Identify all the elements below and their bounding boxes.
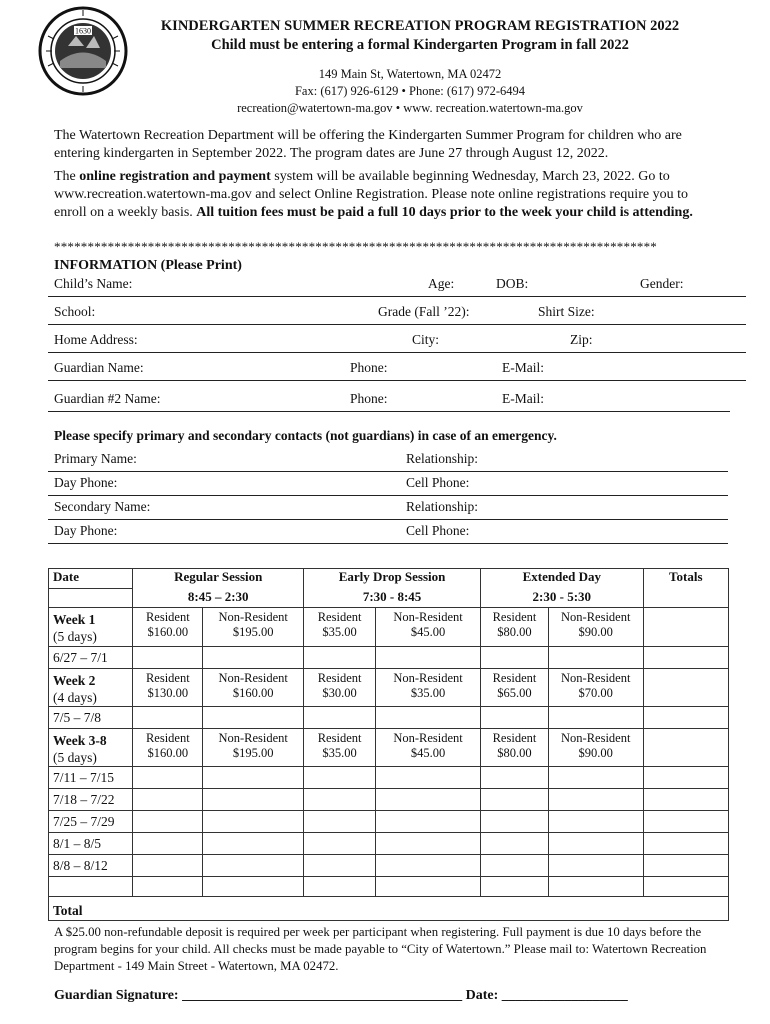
resident-label: Resident bbox=[317, 610, 362, 624]
address-line: 149 Main St, Watertown, MA 02472 bbox=[318, 67, 502, 81]
table-row bbox=[49, 707, 729, 729]
header-regular: Regular Session bbox=[133, 569, 304, 589]
cell[interactable] bbox=[304, 855, 376, 877]
cell[interactable] bbox=[481, 707, 549, 729]
week38-early-nonresident[interactable] bbox=[376, 729, 481, 767]
time-regular: 8:45 – 2:30 bbox=[133, 589, 304, 608]
cell[interactable] bbox=[548, 767, 643, 789]
date-row-label: 7/11 – 7/15 bbox=[49, 767, 133, 789]
table-row bbox=[49, 811, 729, 833]
zip-label: Zip: bbox=[570, 332, 593, 347]
guardian-phone-label: Phone: bbox=[350, 360, 388, 375]
guardian2-name-label: Guardian #2 Name: bbox=[54, 391, 161, 406]
table-row bbox=[49, 767, 729, 789]
price: $195.00 bbox=[232, 625, 274, 639]
table-time-row bbox=[49, 589, 729, 608]
week1-dates: 6/27 – 7/1 bbox=[49, 647, 133, 669]
header-date: Date bbox=[49, 569, 133, 589]
cell[interactable] bbox=[203, 811, 304, 833]
emergency-heading: Please specify primary and secondary contacts (not guardians) in case of an emergency. bbox=[54, 428, 557, 443]
primary-name-label: Primary Name: bbox=[54, 451, 137, 466]
cell[interactable] bbox=[548, 811, 643, 833]
cell[interactable] bbox=[376, 647, 481, 669]
cell[interactable] bbox=[481, 877, 549, 897]
week38-cell bbox=[49, 729, 133, 767]
cell[interactable] bbox=[304, 789, 376, 811]
seal-year: 1630 bbox=[75, 26, 91, 36]
form-subtitle: Child must be entering a formal Kindergarten Program in fall 2022 bbox=[211, 37, 629, 53]
cell[interactable] bbox=[481, 833, 549, 855]
cell[interactable] bbox=[133, 855, 203, 877]
cell[interactable] bbox=[548, 855, 643, 877]
week2-dates: 7/5 – 7/8 bbox=[49, 707, 133, 729]
week2-early-resident[interactable] bbox=[304, 669, 376, 707]
cell[interactable] bbox=[643, 855, 728, 877]
cell[interactable] bbox=[643, 833, 728, 855]
reg-text-a: The bbox=[54, 169, 80, 184]
nonresident-label: Non-Resident bbox=[218, 671, 288, 685]
cell[interactable] bbox=[376, 811, 481, 833]
week1-days: (5 days) bbox=[53, 629, 97, 644]
city-seal-logo bbox=[38, 6, 128, 96]
price: $195.00 bbox=[232, 746, 274, 760]
cell[interactable] bbox=[548, 833, 643, 855]
form-title: KINDERGARTEN SUMMER RECREATION PROGRAM REGISTRATION 2022 bbox=[160, 18, 680, 34]
week38-early-resident[interactable] bbox=[304, 729, 376, 767]
city-label: City: bbox=[412, 332, 440, 347]
nonresident-label: Non-Resident bbox=[561, 671, 631, 685]
week2-days: (4 days) bbox=[53, 690, 97, 705]
time-extended: 2:30 - 5:30 bbox=[481, 589, 644, 608]
cell[interactable] bbox=[481, 811, 549, 833]
grade-label: Grade (Fall ’22): bbox=[378, 304, 470, 319]
resident-label: Resident bbox=[492, 731, 537, 745]
cell[interactable] bbox=[643, 647, 728, 669]
nonresident-label: Non-Resident bbox=[393, 731, 463, 745]
cell[interactable] bbox=[643, 767, 728, 789]
table-row bbox=[49, 789, 729, 811]
guardian2-phone-label: Phone: bbox=[350, 391, 388, 406]
table-row bbox=[49, 855, 729, 877]
nonresident-label: Non-Resident bbox=[393, 671, 463, 685]
week2-label: Week 2 bbox=[53, 673, 96, 688]
phone-line: Fax: (617) 926-6129 • Phone: (617) 972-6494 bbox=[294, 84, 526, 98]
cell[interactable] bbox=[548, 789, 643, 811]
cell[interactable] bbox=[203, 877, 304, 897]
cell[interactable] bbox=[304, 877, 376, 897]
child-name-label: Child’s Name: bbox=[54, 276, 133, 291]
price: $130.00 bbox=[147, 686, 189, 700]
cell[interactable] bbox=[481, 647, 549, 669]
blank-cell bbox=[49, 877, 133, 897]
week38-total[interactable] bbox=[643, 729, 728, 767]
guardian2-email-label: E-Mail: bbox=[502, 391, 544, 406]
price: $160.00 bbox=[147, 746, 189, 760]
total-label: Total bbox=[49, 897, 729, 921]
price: $90.00 bbox=[578, 746, 613, 760]
week2-reg-resident[interactable] bbox=[133, 669, 203, 707]
cell[interactable] bbox=[203, 767, 304, 789]
cell[interactable] bbox=[304, 647, 376, 669]
contact-line: recreation@watertown-ma.gov • www. recreation.watertown-ma.gov bbox=[237, 101, 583, 115]
cell[interactable] bbox=[481, 855, 549, 877]
week1-early-nonresident[interactable] bbox=[376, 608, 481, 647]
resident-label: Resident bbox=[492, 610, 537, 624]
cell[interactable] bbox=[203, 833, 304, 855]
price: $35.00 bbox=[322, 746, 357, 760]
price: $80.00 bbox=[497, 625, 532, 639]
guardian-name-label: Guardian Name: bbox=[54, 360, 144, 375]
week1-reg-nonresident[interactable] bbox=[203, 608, 304, 647]
date-row-label: 8/8 – 8/12 bbox=[49, 855, 133, 877]
home-address-field[interactable] bbox=[48, 332, 746, 353]
price: $65.00 bbox=[497, 686, 532, 700]
cell[interactable] bbox=[481, 789, 549, 811]
nonresident-label: Non-Resident bbox=[561, 610, 631, 624]
time-early: 7:30 - 8:45 bbox=[304, 589, 481, 608]
resident-label: Resident bbox=[317, 731, 362, 745]
cell[interactable] bbox=[203, 647, 304, 669]
primary-contact-field[interactable] bbox=[48, 451, 728, 472]
registration-paragraph bbox=[54, 168, 719, 222]
cell[interactable] bbox=[481, 767, 549, 789]
cell[interactable] bbox=[304, 833, 376, 855]
cell[interactable] bbox=[133, 767, 203, 789]
cell[interactable] bbox=[376, 789, 481, 811]
week38-ext-resident[interactable] bbox=[481, 729, 549, 767]
cell[interactable] bbox=[203, 855, 304, 877]
intro-paragraph: The Watertown Recreation Department will be offering the Kindergarten Summer Program for children who are entering kindergarten in September 2022. The program dates are June 27 through August 12, 2022. bbox=[54, 128, 682, 161]
gender-label: Gender: bbox=[640, 276, 684, 291]
week38-days: (5 days) bbox=[53, 750, 97, 765]
price: $45.00 bbox=[410, 625, 446, 639]
school-label: School: bbox=[54, 304, 96, 319]
resident-label: Resident bbox=[492, 671, 537, 685]
dob-label: DOB: bbox=[496, 276, 529, 291]
week2-reg-nonresident[interactable] bbox=[203, 669, 304, 707]
secondary-name-label: Secondary Name: bbox=[54, 499, 151, 514]
cell[interactable] bbox=[376, 877, 481, 897]
secondary-day-phone-label: Day Phone: bbox=[54, 523, 118, 538]
primary-day-phone-label: Day Phone: bbox=[54, 475, 118, 490]
cell[interactable] bbox=[304, 811, 376, 833]
reg-text-b: system will be available beginning Wednesday, March 23, 2022. Go to www.recreation.watertown-ma.gov and select Online Registration. Please note online registrations require you to enroll on a weekly basis. bbox=[54, 169, 688, 220]
cell[interactable] bbox=[304, 767, 376, 789]
cell[interactable] bbox=[133, 707, 203, 729]
time-row-blank bbox=[49, 589, 133, 608]
price: $80.00 bbox=[497, 746, 532, 760]
header-extended: Extended Day bbox=[481, 569, 644, 589]
cell[interactable] bbox=[548, 877, 643, 897]
separator-stars: ****************************************************************************************** bbox=[54, 239, 657, 254]
cell[interactable] bbox=[133, 647, 203, 669]
cell[interactable] bbox=[203, 707, 304, 729]
week2-cell bbox=[49, 669, 133, 707]
secondary-relationship-label: Relationship: bbox=[406, 499, 478, 514]
cell[interactable] bbox=[376, 833, 481, 855]
nonresident-label: Non-Resident bbox=[218, 731, 288, 745]
deposit-note: A $25.00 non-refundable deposit is required per week per participant when registering. Full payment is due 10 days before the program begins for your child. All checks must be made payable to “City of Watertown.” Please mail to: Watertown Recreation Department - 149 Main Street - Watertown, MA 02472. bbox=[54, 925, 707, 973]
price: $30.00 bbox=[322, 686, 357, 700]
primary-cell-phone-label: Cell Phone: bbox=[406, 475, 470, 490]
secondary-cell-phone-label: Cell Phone: bbox=[406, 523, 470, 538]
cell[interactable] bbox=[643, 811, 728, 833]
table-row bbox=[49, 729, 729, 767]
total-row bbox=[49, 897, 729, 921]
week2-ext-nonresident[interactable] bbox=[548, 669, 643, 707]
price: $160.00 bbox=[147, 625, 189, 639]
table-row bbox=[49, 608, 729, 647]
week2-ext-resident[interactable] bbox=[481, 669, 549, 707]
schedule-table bbox=[48, 568, 729, 921]
week1-cell bbox=[49, 608, 133, 647]
guardian-email-label: E-Mail: bbox=[502, 360, 544, 375]
cell[interactable] bbox=[203, 789, 304, 811]
table-row bbox=[49, 833, 729, 855]
week38-reg-resident[interactable] bbox=[133, 729, 203, 767]
table-header-row bbox=[49, 569, 729, 589]
cell[interactable] bbox=[643, 877, 728, 897]
week2-early-nonresident[interactable] bbox=[376, 669, 481, 707]
table-row bbox=[49, 647, 729, 669]
secondary-phone-field[interactable] bbox=[48, 523, 728, 544]
reg-bold-online: online registration and payment bbox=[79, 169, 271, 184]
price: $70.00 bbox=[578, 686, 613, 700]
price: $90.00 bbox=[578, 625, 613, 639]
age-label: Age: bbox=[428, 276, 455, 291]
cell[interactable] bbox=[304, 707, 376, 729]
guardian-field[interactable] bbox=[48, 360, 746, 381]
header-totals: Totals bbox=[643, 569, 728, 589]
cell[interactable] bbox=[548, 647, 643, 669]
shirt-size-label: Shirt Size: bbox=[538, 304, 595, 319]
price: $35.00 bbox=[322, 625, 357, 639]
week38-label: Week 3-8 bbox=[53, 733, 107, 748]
cell[interactable] bbox=[643, 789, 728, 811]
resident-label: Resident bbox=[145, 610, 190, 624]
week1-ext-resident[interactable] bbox=[481, 608, 549, 647]
week38-reg-nonresident[interactable] bbox=[203, 729, 304, 767]
week1-label: Week 1 bbox=[53, 612, 96, 627]
cell[interactable] bbox=[133, 833, 203, 855]
info-heading: INFORMATION (Please Print) bbox=[54, 258, 242, 273]
date-row-label: 8/1 – 8/5 bbox=[49, 833, 133, 855]
cell[interactable] bbox=[376, 707, 481, 729]
cell[interactable] bbox=[643, 707, 728, 729]
date-row-label: 7/25 – 7/29 bbox=[49, 811, 133, 833]
date-row-label: 7/18 – 7/22 bbox=[49, 789, 133, 811]
nonresident-label: Non-Resident bbox=[561, 731, 631, 745]
week1-ext-nonresident[interactable] bbox=[548, 608, 643, 647]
home-address-label: Home Address: bbox=[54, 332, 138, 347]
week1-early-resident[interactable] bbox=[304, 608, 376, 647]
cell[interactable] bbox=[548, 707, 643, 729]
primary-relationship-label: Relationship: bbox=[406, 451, 478, 466]
primary-phone-field[interactable] bbox=[48, 475, 728, 496]
nonresident-label: Non-Resident bbox=[218, 610, 288, 624]
price: $35.00 bbox=[410, 686, 446, 700]
week1-total[interactable] bbox=[643, 608, 728, 647]
nonresident-label: Non-Resident bbox=[393, 610, 463, 624]
week2-total[interactable] bbox=[643, 669, 728, 707]
cell[interactable] bbox=[133, 811, 203, 833]
cell[interactable] bbox=[376, 855, 481, 877]
reg-bold-tuition: All tuition fees must be paid a full 10 days prior to the week your child is attending. bbox=[196, 205, 693, 220]
price: $160.00 bbox=[232, 686, 274, 700]
cell[interactable] bbox=[133, 877, 203, 897]
cell[interactable] bbox=[133, 789, 203, 811]
resident-label: Resident bbox=[145, 671, 190, 685]
table-row bbox=[49, 669, 729, 707]
week1-reg-resident[interactable] bbox=[133, 608, 203, 647]
cell[interactable] bbox=[376, 767, 481, 789]
signature-line[interactable]: Guardian Signature: ________________________________________ Date: __________________ bbox=[54, 988, 628, 1003]
header-early: Early Drop Session bbox=[304, 569, 481, 589]
week38-ext-nonresident[interactable] bbox=[548, 729, 643, 767]
time-totals-blank bbox=[643, 589, 728, 608]
price: $45.00 bbox=[410, 746, 446, 760]
resident-label: Resident bbox=[145, 731, 190, 745]
resident-label: Resident bbox=[317, 671, 362, 685]
table-row bbox=[49, 877, 729, 897]
